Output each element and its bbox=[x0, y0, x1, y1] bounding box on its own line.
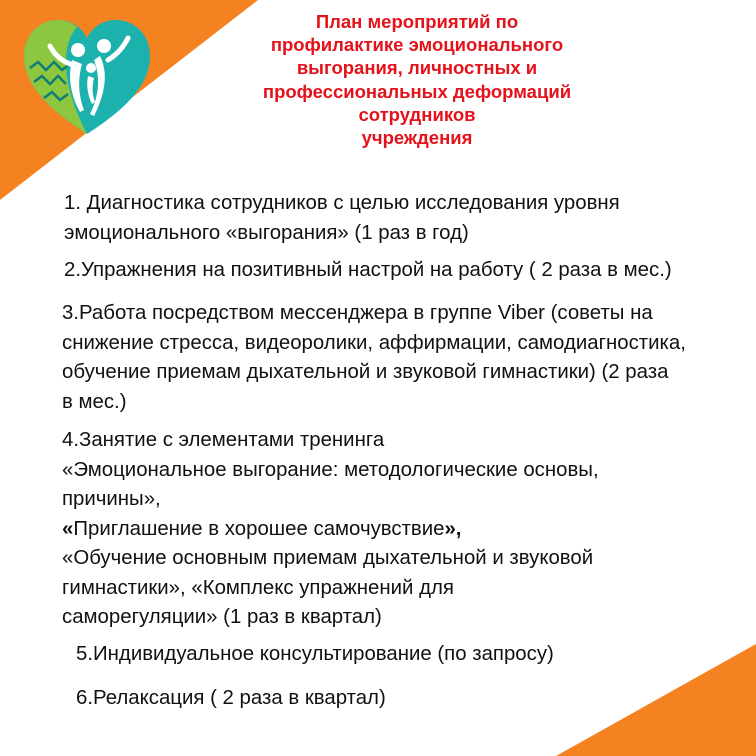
item-line: в мес.) bbox=[62, 390, 127, 413]
plan-item-1 bbox=[64, 189, 620, 248]
item-line: обучение приемам дыхательной и звуковой гимнастики) (2 раза bbox=[62, 361, 669, 383]
bottom-right-orange-triangle bbox=[556, 644, 756, 756]
plan-item-5 bbox=[76, 640, 554, 670]
item-line: «Обучение основным приемам дыхательной и звуковой bbox=[62, 547, 594, 569]
item-line: 5.Индивидуальное консультирование (по запросу) bbox=[76, 643, 554, 665]
title-line: План мероприятий по bbox=[315, 11, 519, 32]
item-line: 3.Работа посредством мессенджера в группе Viber (советы на bbox=[62, 302, 653, 324]
heart-with-family-icon bbox=[20, 16, 154, 140]
item-line: гимнастики», «Комплекс упражнений для bbox=[62, 576, 454, 599]
item-line-emphasis bbox=[62, 515, 599, 545]
page-title bbox=[222, 10, 612, 149]
item-line: эмоционального «выгорания» (1 раз в год) bbox=[64, 221, 469, 244]
plan-item-4 bbox=[62, 426, 599, 633]
title-line: выгорания, личностных и bbox=[296, 57, 538, 79]
item-line: причины», bbox=[62, 488, 161, 510]
plan-item-6 bbox=[76, 684, 386, 714]
quote-close: », bbox=[444, 517, 462, 540]
plan-item-3 bbox=[62, 299, 686, 417]
quote-open: « bbox=[62, 517, 74, 540]
item-line: саморегуляции» (1 раз в квартал) bbox=[62, 606, 382, 628]
item-line: снижение стресса, видеоролики, аффирмации, самодиагностика, bbox=[62, 331, 686, 354]
plan-item-2 bbox=[64, 256, 672, 286]
training-title: Приглашение в хорошее самочувствие bbox=[73, 517, 445, 540]
item-line: 1. Диагностика сотрудников с целью исследования уровня bbox=[64, 192, 620, 214]
title-line: профилактике эмоционального bbox=[270, 34, 564, 56]
title-line: профессиональных деформаций bbox=[262, 80, 572, 102]
item-line: 6.Релаксация ( 2 раза в квартал) bbox=[76, 687, 386, 709]
item-line: 4.Занятие с элементами тренинга bbox=[62, 429, 385, 451]
title-line: учреждения bbox=[361, 127, 473, 149]
item-line: 2.Упражнения на позитивный настрой на работу ( 2 раза в мес.) bbox=[64, 259, 672, 281]
item-line: «Эмоциональное выгорание: методологические основы, bbox=[62, 458, 599, 481]
title-line: сотрудников bbox=[358, 103, 476, 125]
